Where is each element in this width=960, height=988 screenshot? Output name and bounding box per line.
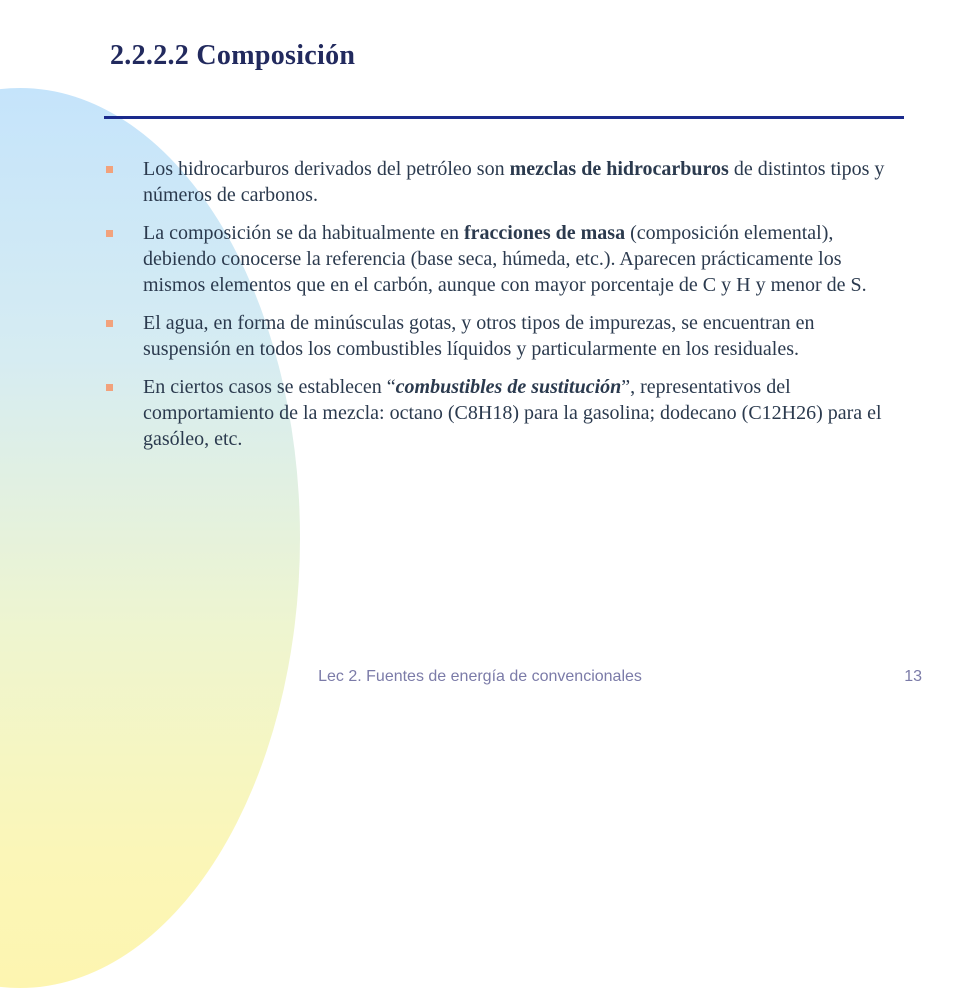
square-bullet-icon bbox=[106, 166, 113, 173]
bullet-item-4 bbox=[103, 374, 903, 452]
bullet-1-text-b: de distintos tipos y números de carbonos. bbox=[143, 158, 885, 206]
bullet-3-text: El agua, en forma de minúsculas gotas, y otros tipos de impurezas, se encuentran en suspensión en todos los combustibles líquidos y particularmente en los residuales. bbox=[143, 312, 815, 360]
square-bullet-icon bbox=[106, 230, 113, 237]
bullet-item-1 bbox=[103, 156, 903, 208]
bullet-2-emphasis: fracciones de masa bbox=[464, 222, 626, 244]
bullet-2-text-b: (composición elemental), debiendo conocerse la referencia (base seca, húmeda, etc.). Aparecen prácticamente los mismos elementos que en el carbón, aunque con mayor porcentaje de C y H y menor de S. bbox=[143, 222, 867, 296]
title-underline bbox=[104, 116, 904, 119]
bullet-4-text-a: En ciertos casos se establecen “ bbox=[143, 376, 396, 398]
bullet-item-3 bbox=[103, 310, 903, 362]
bullet-4-text-b: ”, representativos del comportamiento de la mezcla: octano (C8H18) para la gasolina; dodecano (C12H26) para el gasóleo, etc. bbox=[143, 376, 882, 450]
square-bullet-icon bbox=[106, 320, 113, 327]
footer-caption: Lec 2. Fuentes de energía de convencionales bbox=[318, 668, 642, 685]
square-bullet-icon bbox=[106, 384, 113, 391]
slide-title: 2.2.2.2 Composición bbox=[110, 40, 356, 71]
bullet-4-emphasis: combustibles de sustitución bbox=[395, 376, 622, 398]
bullet-item-2 bbox=[103, 220, 903, 298]
bullet-1-emphasis: mezclas de hidrocarburos bbox=[509, 158, 729, 180]
page-number: 13 bbox=[904, 668, 922, 685]
bullet-1-text-a: Los hidrocarburos derivados del petróleo son bbox=[143, 158, 510, 180]
bullet-list bbox=[103, 156, 903, 464]
bullet-2-text-a: La composición se da habitualmente en bbox=[143, 222, 465, 244]
